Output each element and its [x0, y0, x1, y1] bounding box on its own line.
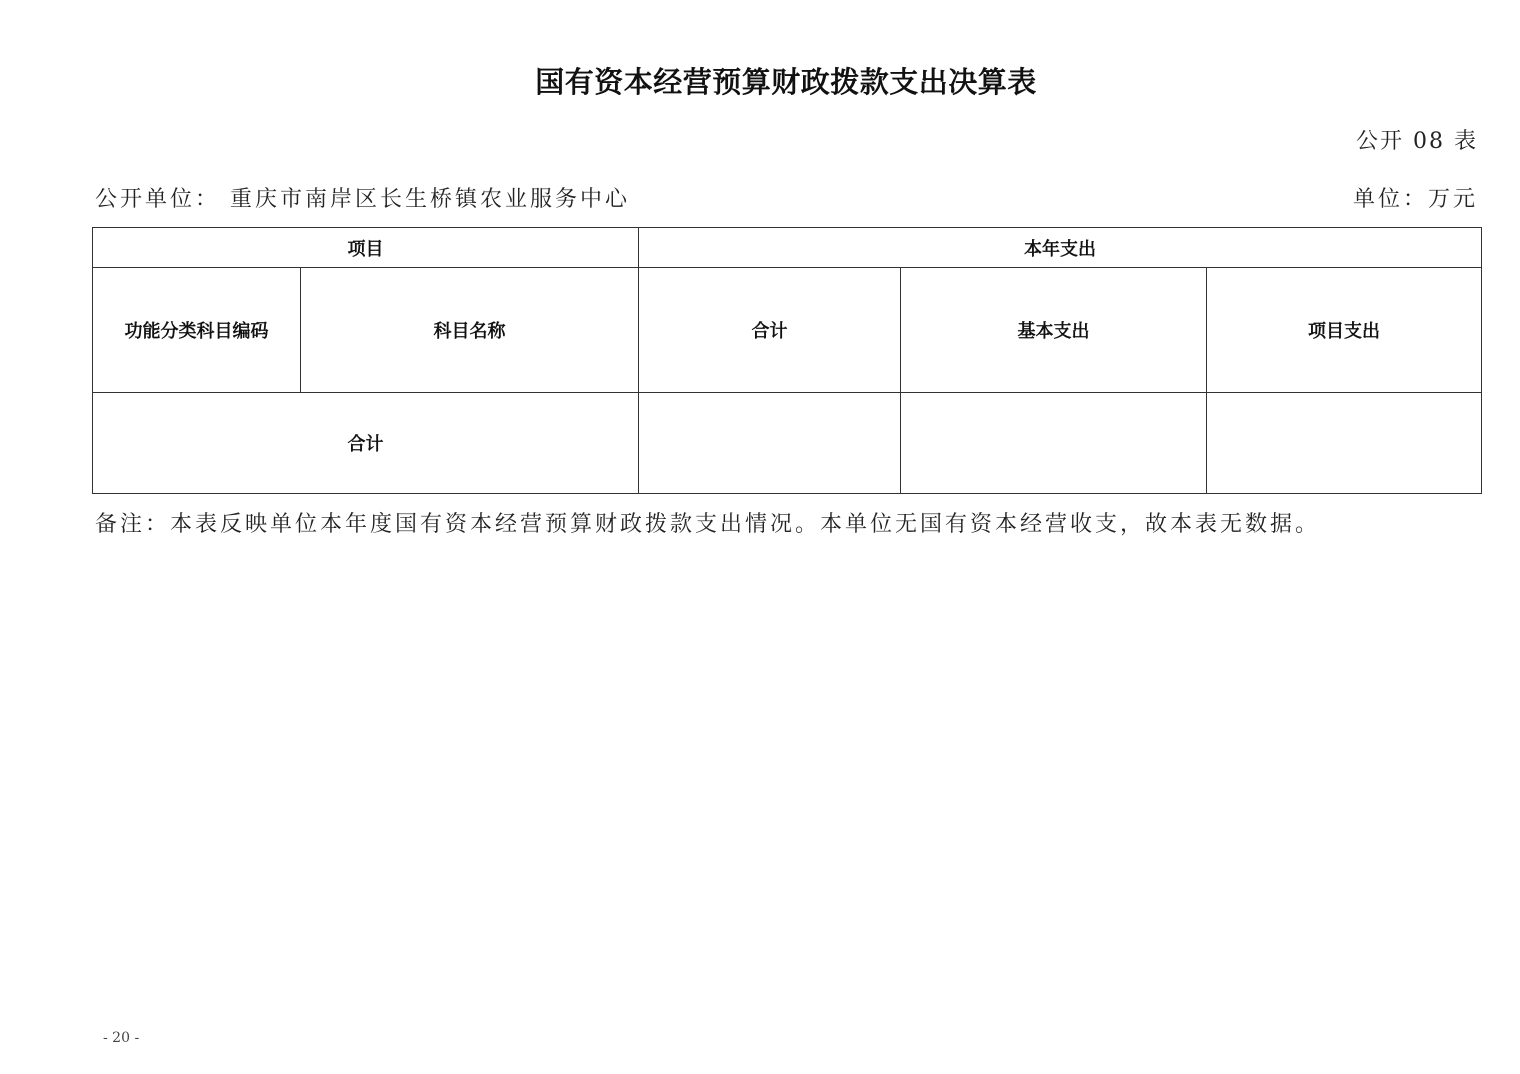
header-basic-expenditure: 基本支出 — [901, 268, 1207, 393]
total-row-project-value — [1207, 393, 1482, 494]
total-row-label: 合计 — [93, 393, 639, 494]
header-current-year-expenditure: 本年支出 — [639, 228, 1482, 268]
header-project: 项目 — [93, 228, 639, 268]
reporting-unit-name: 重庆市南岸区长生桥镇农业服务中心 — [230, 187, 631, 212]
header-total: 合计 — [639, 268, 901, 393]
currency-unit: 单位：万元 — [1352, 187, 1478, 212]
header-subject-name: 科目名称 — [301, 268, 639, 393]
column-header-row — [93, 268, 1482, 393]
expenditure-table — [92, 227, 1482, 494]
header-function-code: 功能分类科目编码 — [93, 268, 301, 393]
total-row-basic-value — [901, 393, 1207, 494]
document-title: 国有资本经营预算财政拨款支出决算表 — [535, 65, 1037, 99]
form-number: 公开 08 表 — [1356, 129, 1478, 154]
group-header-row — [93, 228, 1482, 268]
total-row-total-value — [639, 393, 901, 494]
page-number: - 20 - — [103, 1030, 140, 1046]
reporting-unit-label: 公开单位： — [95, 187, 221, 212]
total-row — [93, 393, 1482, 494]
table-note: 备注：本表反映单位本年度国有资本经营预算财政拨款支出情况。本单位无国有资本经营收支，故本表无数据。 — [95, 512, 1321, 537]
reporting-unit — [95, 182, 630, 213]
header-project-expenditure: 项目支出 — [1207, 268, 1482, 393]
